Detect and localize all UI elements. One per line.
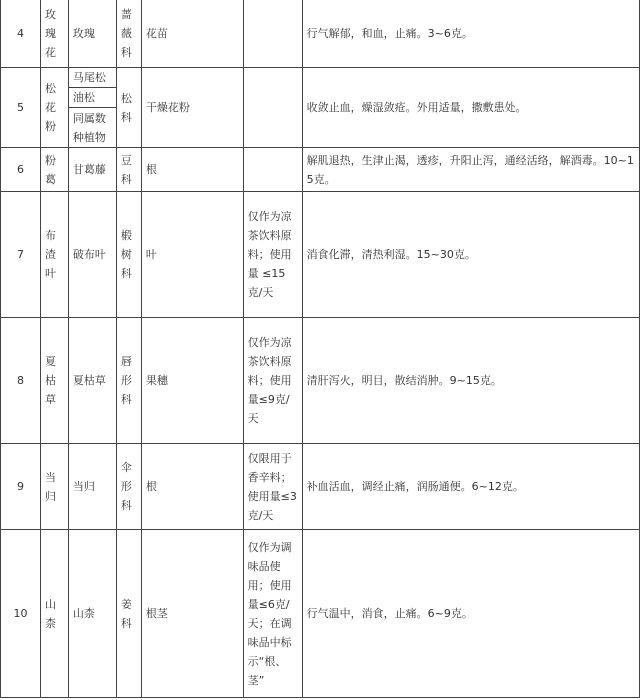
cell-name: 布渣叶 bbox=[40, 192, 68, 318]
cell-family: 松科 bbox=[116, 68, 141, 148]
cell-species: 油松 bbox=[68, 88, 116, 108]
cell-num: 4 bbox=[1, 0, 41, 68]
table-row bbox=[1, 444, 640, 530]
table-row bbox=[1, 192, 640, 318]
cell-note: 仅作为凉茶饮料原料；使用量≤9克/天 bbox=[243, 318, 302, 444]
cell-name: 山柰 bbox=[40, 530, 68, 698]
cell-part: 根茎 bbox=[141, 530, 243, 698]
table-row bbox=[1, 68, 640, 88]
cell-species: 当归 bbox=[68, 444, 116, 530]
cell-family: 椴树科 bbox=[116, 192, 141, 318]
cell-species: 山柰 bbox=[68, 530, 116, 698]
cell-species: 同属数种植物 bbox=[68, 108, 116, 148]
cell-num: 6 bbox=[1, 148, 41, 192]
cell-family: 蔷薇科 bbox=[116, 0, 141, 68]
cell-species: 夏枯草 bbox=[68, 318, 116, 444]
cell-species: 玫瑰 bbox=[68, 0, 116, 68]
cell-num: 5 bbox=[1, 68, 41, 148]
cell-species: 破布叶 bbox=[68, 192, 116, 318]
cell-note bbox=[243, 0, 302, 68]
cell-part: 花苗 bbox=[141, 0, 243, 68]
cell-effect: 补血活血，调经止痛，润肠通便。6~12克。 bbox=[302, 444, 639, 530]
cell-num: 10 bbox=[1, 530, 41, 698]
cell-effect: 行气解郁，和血，止痛。3~6克。 bbox=[302, 0, 639, 68]
cell-effect: 行气温中，消食，止痛。6~9克。 bbox=[302, 530, 639, 698]
table-row bbox=[1, 530, 640, 698]
cell-part: 叶 bbox=[141, 192, 243, 318]
cell-note: 仅作为调味品使用；使用量≤6克/天；在调味品中标示“根、茎” bbox=[243, 530, 302, 698]
cell-note bbox=[243, 148, 302, 192]
cell-note: 仅作为凉茶饮料原料；使用量 ≤15克/天 bbox=[243, 192, 302, 318]
table-row bbox=[1, 318, 640, 444]
cell-effect: 收敛止血，燥湿敛疮。外用适量，撒敷患处。 bbox=[302, 68, 639, 148]
cell-num: 9 bbox=[1, 444, 41, 530]
cell-note bbox=[243, 68, 302, 148]
cell-num: 8 bbox=[1, 318, 41, 444]
cell-name: 夏枯草 bbox=[40, 318, 68, 444]
cell-effect: 解肌退热，生津止渴，透疹，升阳止泻，通经活络，解酒毒。10~15克。 bbox=[302, 148, 639, 192]
cell-family: 豆科 bbox=[116, 148, 141, 192]
table-row bbox=[1, 0, 640, 68]
cell-name: 松花粉 bbox=[40, 68, 68, 148]
cell-effect: 消食化滞，清热利湿。15~30克。 bbox=[302, 192, 639, 318]
cell-part: 根 bbox=[141, 444, 243, 530]
cell-name: 粉葛 bbox=[40, 148, 68, 192]
cell-part: 根 bbox=[141, 148, 243, 192]
cell-name: 当归 bbox=[40, 444, 68, 530]
cell-family: 唇形科 bbox=[116, 318, 141, 444]
cell-name: 玫瑰花 bbox=[40, 0, 68, 68]
cell-num: 7 bbox=[1, 192, 41, 318]
table-row bbox=[1, 148, 640, 192]
cell-family: 姜科 bbox=[116, 530, 141, 698]
cell-species: 甘葛藤 bbox=[68, 148, 116, 192]
cell-note: 仅限用于香辛料；使用量≤3克/天 bbox=[243, 444, 302, 530]
cell-part: 果穗 bbox=[141, 318, 243, 444]
cell-part: 干燥花粉 bbox=[141, 68, 243, 148]
cell-effect: 清肝泻火，明目，散结消肿。9~15克。 bbox=[302, 318, 639, 444]
cell-species: 马尾松 bbox=[68, 68, 116, 88]
cell-family: 伞形科 bbox=[116, 444, 141, 530]
